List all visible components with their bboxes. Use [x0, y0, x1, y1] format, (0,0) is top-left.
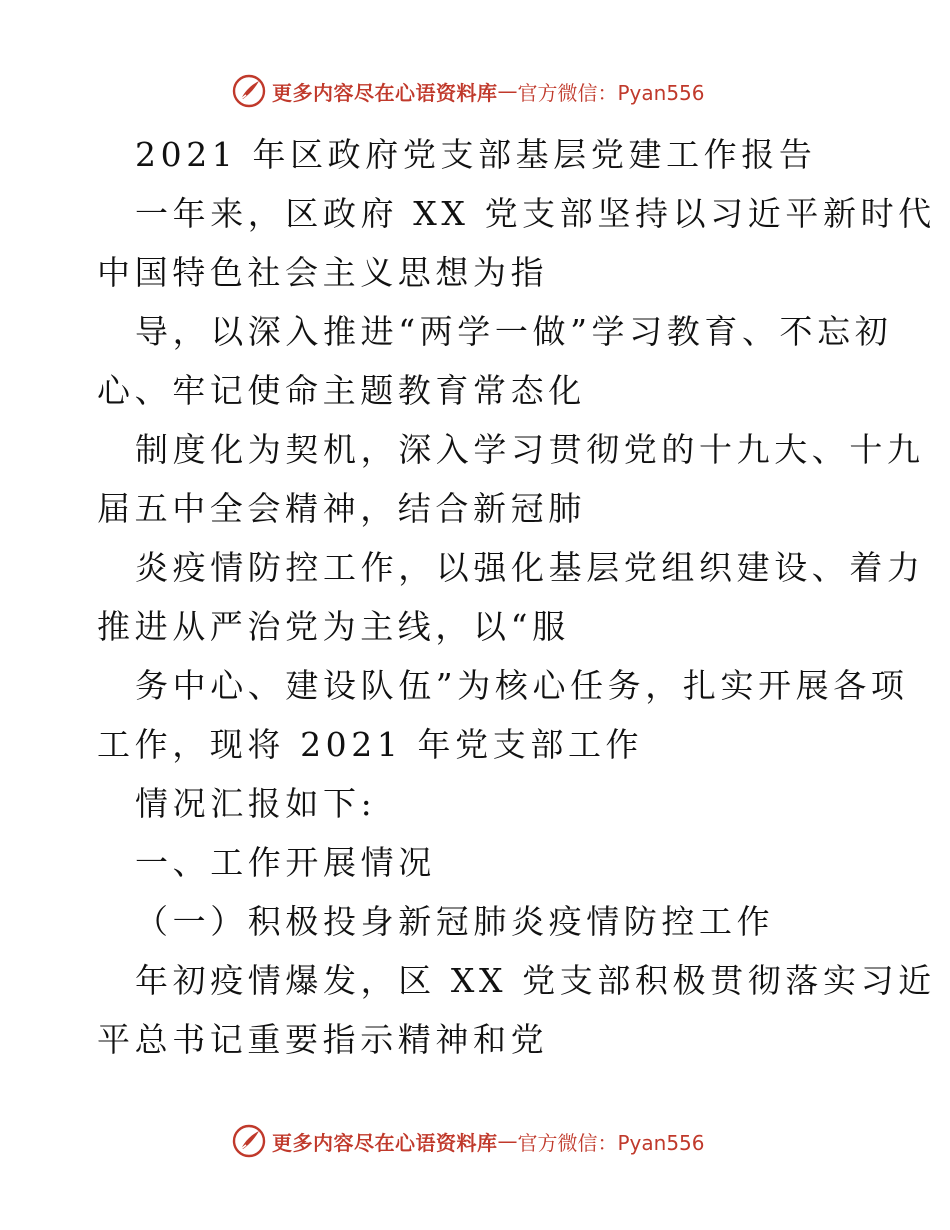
paragraph-line: 心、牢记使命主题教育常态化: [97, 371, 586, 410]
watermark-separator: —: [497, 1129, 518, 1153]
paragraph-line: 平总书记重要指示精神和党: [97, 1020, 549, 1059]
watermark-wechat: 官方微信：Pyan556: [517, 80, 705, 105]
paragraph-line: 届五中全会精神，结合新冠肺: [97, 489, 586, 528]
document-body: [97, 125, 936, 1069]
quill-pen-logo-icon: [232, 74, 266, 108]
document-title: 2021 年区政府党支部基层党建工作报告: [135, 135, 817, 174]
paragraph-line: 工作，现将 2021 年党支部工作: [97, 725, 644, 764]
paragraph-line: 务中心、建设队伍”为核心任务，扎实开展各项: [135, 666, 909, 705]
section-heading: 一、工作开展情况: [135, 843, 436, 882]
paragraph-line: 制度化为契机，深入学习贯彻党的十九大、十九: [135, 430, 925, 469]
watermark-separator: —: [497, 79, 518, 103]
header-watermark: [232, 74, 705, 108]
paragraph-line: 推进从严治党为主线，以“服: [97, 607, 570, 646]
quill-pen-logo-icon: [232, 1124, 266, 1158]
watermark-brand: 更多内容尽在心语资料库: [272, 80, 498, 105]
paragraph-line: 一年来，区政府 XX 党支部坚持以习近平新时代: [135, 194, 936, 233]
paragraph-line: 导，以深入推进“两学一做”学习教育、不忘初: [135, 312, 893, 351]
footer-watermark: [232, 1124, 705, 1158]
watermark-brand: 更多内容尽在心语资料库: [272, 1130, 498, 1155]
paragraph-line: 情况汇报如下:: [135, 784, 377, 823]
watermark-wechat: 官方微信：Pyan556: [517, 1130, 705, 1155]
subsection-heading: （一）积极投身新冠肺炎疫情防控工作: [135, 902, 775, 941]
paragraph-line: 炎疫情防控工作，以强化基层党组织建设、着力: [135, 548, 925, 587]
paragraph-line: 年初疫情爆发，区 XX 党支部积极贯彻落实习近: [135, 961, 936, 1000]
paragraph-line: 中国特色社会主义思想为指: [97, 253, 549, 292]
